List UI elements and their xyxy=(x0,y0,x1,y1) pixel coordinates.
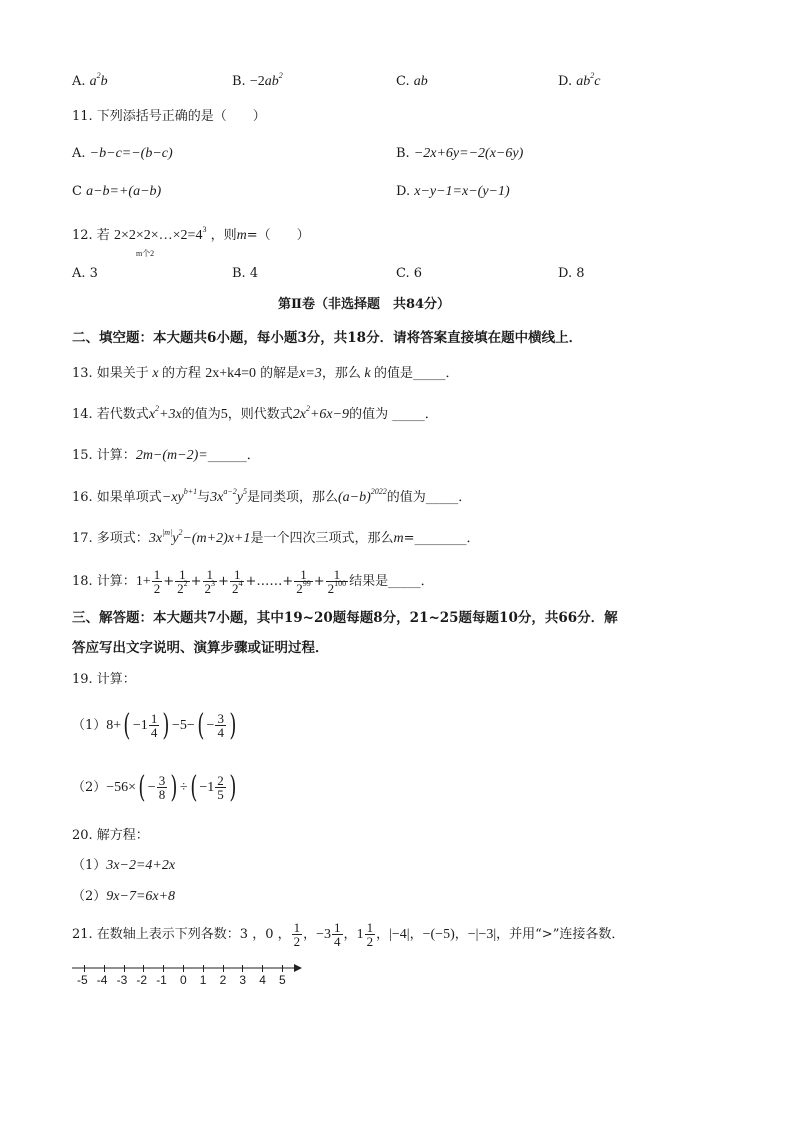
q12-stem: 12. 若 2×2×2×…×2 m个2 $=4^3$ ，则m=（ ） xyxy=(72,226,310,246)
section3-header-line1: 三、解答题：本大题共7小题，其中19~20题每题8分，21~25题每题10分，共66分．解 xyxy=(72,610,618,626)
number-line-label: 2 xyxy=(219,973,227,987)
number-line-tick xyxy=(203,965,204,972)
q19-part2: （2）−56×( − $\frac{3}{8}$ ) ÷( −1 $\frac{2}{5}$ ) xyxy=(72,769,237,805)
q11-option-a: A. −b−c=−(b−c) xyxy=(72,146,173,161)
q11-option-b: B. −2x+6y=−2(x−6y) xyxy=(396,146,524,161)
q20-part1: （1）3x−2=4+2x xyxy=(72,858,176,873)
part2-title: 第Ⅱ卷（非选择题 共84分） xyxy=(278,297,451,312)
q10-option-b: B. $-2ab^2$ xyxy=(232,71,283,89)
q20-part2: （2）9x−7=6x+8 xyxy=(72,889,176,904)
number-line-label: 3 xyxy=(239,973,247,987)
q10-option-a: A. $a^2b$ xyxy=(72,71,108,89)
q11-stem: 11. 下列添括号正确的是（ ） xyxy=(72,109,266,124)
q12-option-b: B. 4 xyxy=(232,266,259,281)
number-line-label: 5 xyxy=(279,973,286,987)
section2-header: 二、填空题：本大题共6小题，每小题3分，共18分．请将答案直接填在题中横线上． xyxy=(72,330,583,346)
number-line-label: -1 xyxy=(156,973,167,987)
q12-option-d: D. 8 xyxy=(558,266,585,281)
section3-header-line2: 答应写出文字说明、演算步骤或证明过程． xyxy=(72,640,329,656)
number-line-tick xyxy=(183,965,184,972)
number-line-tick xyxy=(223,965,224,972)
q17: 17. 多项式：$3x^{|m|}y^2-(m+2)x+1$是一个四次三项式，那么m=________． xyxy=(72,528,480,546)
q11-option-d: D. x−y−1=x−(y−1) xyxy=(396,184,510,199)
number-line-label: 0 xyxy=(180,973,187,987)
q10-option-d: D. $ab^2c$ xyxy=(558,71,601,89)
number-line-tick xyxy=(124,965,125,972)
number-line-tick xyxy=(282,965,283,972)
q10-option-c: C. ab xyxy=(396,74,428,89)
number-line-label: -3 xyxy=(116,973,128,987)
number-line-tick xyxy=(242,965,243,972)
q15: 15. 计算：2m−(m−2)=______． xyxy=(72,448,260,463)
number-line-tick xyxy=(104,965,105,972)
q14: 14. 若代数式$x^2+3x$的值为5，则代数式$2x^2+6x-9$的值为 _____． xyxy=(72,404,438,422)
number-line-tick xyxy=(84,965,85,972)
q18: 18. 计算：1+ $\frac{1}{2}$ + $\frac{1}{2^2}$ + $\frac{1}{2^3}$ + $\frac{1}{2^4}$ +……+ $\frac{1}{2^{99}}$ + $\frac{1}{2^{100}}$ 结果是_____． xyxy=(72,567,434,596)
q20-stem: 20. 解方程： xyxy=(72,828,149,843)
number-line-tick xyxy=(163,965,164,972)
q12-underbrace-label: m个2 xyxy=(135,249,155,258)
q19-part1: （1）8+( −1 $\frac{1}{4}$ ) −5−( − $\frac{3}{4}$ ) xyxy=(72,707,237,743)
number-line-label: 1 xyxy=(199,973,207,987)
q13: 13. 如果关于 x 的方程 2x+k4=0 的解是x=3，那么 k 的值是_____． xyxy=(72,366,459,381)
q11-option-c: C a−b=+(a−b) xyxy=(72,184,162,199)
q12-option-c: C. 6 xyxy=(396,266,423,281)
q16: 16. 如果单项式$-xy^{b+1}$与$3x^{a-2}y^5$是同类项，那么$(a-b)^{2022}$的值为_____． xyxy=(72,487,472,505)
number-line-tick xyxy=(143,965,144,972)
number-line-label: -4 xyxy=(96,973,108,987)
number-line-label: -2 xyxy=(136,973,148,987)
q12-option-a: A. 3 xyxy=(72,266,98,281)
q19-stem: 19. 计算： xyxy=(72,672,136,687)
q21-stem: 21. 在数轴上表示下列各数：3 ，0 ， $\frac{1}{2}$ ，−3 $\frac{1}{4}$ ，1 $\frac{1}{2}$ ，|−4|，−(−5)，−|−3|，并用“>”连接各数． xyxy=(72,920,625,949)
number-line-label: 4 xyxy=(259,973,266,987)
number-line xyxy=(72,958,304,994)
number-line-tick xyxy=(262,965,263,972)
number-line-label: -5 xyxy=(77,973,88,987)
